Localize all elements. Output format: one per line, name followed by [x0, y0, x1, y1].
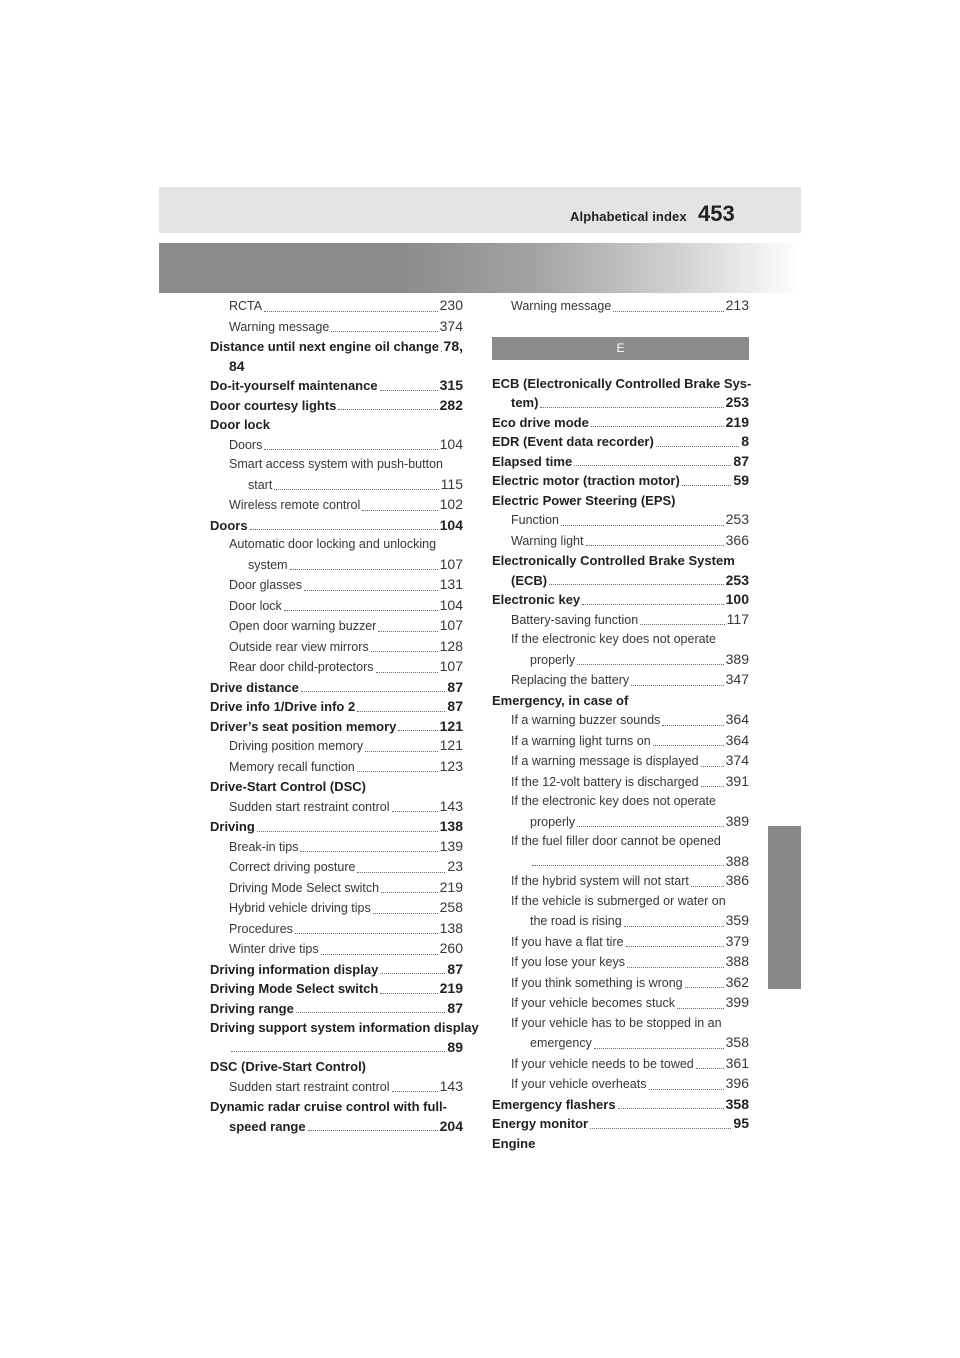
index-entry — [210, 777, 463, 797]
index-entry-text: Open door warning buzzer — [229, 619, 377, 633]
index-column-right — [492, 296, 752, 1153]
index-entry — [210, 535, 463, 555]
dot-leader — [392, 810, 438, 812]
index-entry-text: properly — [530, 814, 576, 829]
index-entry-text: Outside rear view mirrors — [229, 639, 369, 654]
dot-leader — [540, 406, 723, 408]
index-page-number: 143 — [439, 1077, 463, 1094]
index-entry-text: Driving Mode Select switch — [210, 981, 379, 996]
index-entry — [210, 878, 463, 899]
index-entry-text: Driving — [210, 819, 255, 834]
index-page-number: 102 — [439, 496, 463, 512]
index-entry-text: If a warning light turns on — [511, 733, 651, 748]
index-entry-text: Procedures — [229, 921, 293, 936]
dot-leader — [308, 1129, 438, 1131]
dot-leader — [582, 603, 723, 605]
header-gradient-band — [159, 243, 801, 293]
dot-leader — [627, 966, 724, 968]
index-entry-text: Energy monitor — [492, 1116, 589, 1131]
index-entry — [210, 1018, 479, 1038]
index-entry — [492, 792, 749, 812]
index-entry — [210, 837, 463, 858]
dot-leader — [590, 1127, 731, 1129]
index-page-number: 219 — [439, 980, 463, 996]
index-page-number: 362 — [725, 973, 749, 990]
dot-leader — [649, 1088, 724, 1090]
dot-leader — [441, 350, 442, 352]
index-entry-text: start — [248, 477, 273, 492]
dot-leader — [380, 389, 438, 391]
dot-leader — [618, 1107, 724, 1109]
index-entry — [210, 415, 463, 435]
section-letter-heading: E — [492, 337, 749, 360]
index-entry — [492, 610, 749, 631]
index-entry-text: RCTA — [229, 299, 263, 313]
index-entry-text: Battery-saving function — [511, 612, 639, 627]
dot-leader — [626, 945, 724, 947]
index-page-number: 131 — [439, 576, 463, 592]
index-entry — [492, 551, 749, 571]
index-page-number: 139 — [439, 837, 463, 854]
dot-leader — [264, 310, 438, 312]
dot-leader — [274, 488, 438, 490]
index-entry — [210, 396, 463, 416]
index-entry — [210, 857, 463, 878]
dot-leader — [696, 1067, 724, 1069]
index-entry-text: Driving range — [210, 1000, 294, 1016]
dot-leader — [701, 765, 724, 767]
index-page-number: 23 — [447, 858, 463, 874]
index-entry-continuation — [492, 1033, 749, 1054]
index-page-number: 389 — [725, 650, 749, 667]
dot-leader — [574, 464, 731, 466]
index-entry-text: If the vehicle is submerged or water on — [511, 893, 726, 908]
index-entry-text: Warning message — [511, 299, 612, 313]
index-entry — [210, 616, 463, 637]
index-entry — [492, 531, 749, 552]
index-entry — [492, 772, 749, 793]
index-entry — [210, 1077, 463, 1098]
index-entry-text: Warning light — [511, 533, 584, 548]
index-entry-text: Driving Mode Select switch — [229, 880, 380, 895]
index-entry-text: DSC (Drive-Start Control) — [210, 1059, 367, 1074]
index-page-number: 107 — [439, 617, 463, 633]
index-page-number: 87 — [447, 678, 463, 695]
index-entry-text: Eco drive mode — [492, 414, 589, 430]
index-entry-text: Automatic door locking and unlocking — [229, 537, 437, 551]
index-page-number: 87 — [733, 452, 749, 469]
index-entry — [210, 919, 463, 940]
dot-leader — [577, 663, 723, 665]
dot-leader — [376, 671, 438, 673]
index-entry-text: Driving information display — [210, 961, 379, 977]
index-page-number: 396 — [725, 1075, 749, 1091]
index-page-number: 359 — [725, 912, 749, 928]
index-entry-text: Engine — [492, 1135, 536, 1151]
index-page-number: 204 — [439, 1117, 463, 1134]
index-page-number: 219 — [439, 878, 463, 895]
index-page-number: 366 — [725, 531, 749, 548]
index-page-number: 107 — [439, 658, 463, 674]
index-entry — [492, 932, 749, 953]
index-entry — [210, 495, 463, 516]
dot-leader — [250, 528, 438, 530]
index-entry-text: Distance until next engine oil change — [210, 339, 439, 354]
index-page-number: 89 — [447, 1038, 463, 1055]
index-page-number: 121 — [439, 737, 463, 753]
index-entry-text: the road is rising — [530, 914, 622, 928]
page-number: 453 — [698, 201, 735, 226]
dot-leader — [677, 1007, 724, 1009]
index-page-number: 389 — [725, 812, 749, 829]
dot-leader — [631, 684, 724, 686]
dot-leader — [398, 729, 437, 731]
index-entry — [210, 757, 463, 778]
index-entry-text: If you think something is wrong — [511, 975, 683, 990]
dot-leader — [264, 448, 437, 450]
index-page-number: 364 — [725, 731, 749, 748]
index-entry-text: emergency — [530, 1036, 592, 1050]
index-page-number: 358 — [725, 1095, 749, 1112]
index-entry — [492, 993, 749, 1014]
index-page-number: 253 — [725, 394, 749, 410]
index-page-number: 84 — [229, 357, 245, 374]
index-entry-text: If a warning buzzer sounds — [511, 713, 661, 727]
index-entry-text: Electronic key — [492, 592, 581, 607]
index-page-number: 315 — [439, 377, 463, 393]
index-entry-continuation — [492, 911, 749, 932]
index-entry — [492, 691, 749, 711]
index-page-number: 213 — [725, 297, 749, 313]
index-entry-text: If your vehicle needs to be towed — [511, 1056, 694, 1071]
index-page-number: 258 — [439, 899, 463, 915]
dot-leader — [586, 544, 724, 546]
index-page-number: 230 — [439, 297, 463, 313]
index-entry-text: Drive info 1/Drive info 2 — [210, 699, 356, 714]
dot-leader — [561, 524, 724, 526]
index-page-number: 78, — [443, 338, 463, 354]
index-entry-text: If the electronic key does not operate — [511, 632, 716, 646]
index-entry-text: EDR (Event data recorder) — [492, 434, 654, 449]
dot-leader — [577, 825, 723, 827]
index-entry-continuation — [210, 475, 463, 496]
index-entry — [492, 751, 749, 772]
index-entry — [492, 871, 749, 892]
dot-leader — [691, 885, 724, 887]
index-entry-continuation — [492, 393, 749, 413]
index-page-number: 253 — [725, 571, 749, 588]
index-entry-text: Warning message — [229, 319, 330, 334]
dot-leader — [549, 583, 724, 585]
dot-leader — [381, 891, 438, 893]
dot-leader — [357, 710, 445, 712]
index-entry — [210, 455, 463, 475]
index-entry-continuation — [492, 650, 749, 671]
index-entry — [492, 471, 749, 491]
index-entry-text: If the electronic key does not operate — [511, 794, 716, 808]
index-page-number: 59 — [733, 472, 749, 488]
index-entry — [492, 670, 749, 691]
dot-leader — [290, 568, 438, 570]
index-entry-text: Correct driving posture — [229, 860, 356, 874]
dot-leader — [380, 972, 445, 974]
index-page-number: 388 — [725, 852, 749, 869]
index-page-number: 138 — [439, 818, 463, 834]
index-entry-text: Doors — [210, 517, 248, 533]
index-entry — [492, 413, 749, 433]
index-entry — [210, 979, 463, 999]
index-entry-text: Memory recall function — [229, 759, 355, 774]
dot-leader — [378, 630, 437, 632]
index-entry — [210, 435, 463, 456]
index-entry — [492, 1134, 749, 1154]
index-entry — [492, 892, 749, 912]
index-page-number: 123 — [439, 757, 463, 774]
index-entry-text: Drive distance — [210, 679, 299, 695]
index-entry-text: Smart access system with push-button — [229, 457, 443, 471]
index-page-number: 104 — [439, 516, 463, 533]
index-entry-text: Do-it-yourself maintenance — [210, 378, 378, 393]
index-entry-text: Drive-Start Control (DSC) — [210, 779, 367, 794]
dot-leader — [656, 445, 739, 447]
index-page-number: 386 — [725, 872, 749, 888]
dot-leader — [532, 864, 724, 866]
index-entry — [210, 376, 463, 396]
index-entry — [210, 596, 463, 617]
dot-leader — [331, 330, 437, 332]
index-entry-text: properly — [530, 652, 576, 667]
index-page-number: 374 — [439, 317, 463, 334]
index-entry-text: If a warning message is displayed — [511, 754, 699, 768]
index-entry-text: Door courtesy lights — [210, 397, 337, 413]
dot-leader — [640, 623, 725, 625]
index-entry-text: Function — [511, 513, 559, 527]
index-column-left — [210, 296, 479, 1136]
index-entry-text: If the 12-volt battery is discharged — [511, 774, 699, 789]
index-entry-text: If the fuel filler door cannot be opened — [511, 834, 721, 848]
index-entry — [210, 999, 463, 1019]
index-entry — [210, 516, 463, 536]
index-entry-text: Emergency flashers — [492, 1096, 616, 1112]
index-entry-continuation — [492, 852, 749, 872]
index-entry — [492, 952, 749, 973]
index-entry-text: Break-in tips — [229, 839, 299, 854]
index-page-number: 104 — [439, 596, 463, 613]
dot-leader — [300, 850, 437, 852]
index-entry-text: Driving position memory — [229, 739, 364, 753]
index-entry-text: ECB (Electronically Controlled Brake Sys- — [492, 375, 752, 391]
dot-leader — [321, 953, 438, 955]
index-entry-text: Elapsed time — [492, 453, 573, 469]
index-entry — [210, 1057, 463, 1077]
index-entry-text: Emergency, in case of — [492, 692, 629, 708]
index-entry — [210, 697, 463, 717]
page-title: Alphabetical index — [570, 209, 687, 224]
dot-leader — [357, 770, 438, 772]
dot-leader — [701, 785, 724, 787]
index-entry-text: speed range — [229, 1118, 306, 1134]
index-entry-text: (ECB) — [511, 572, 548, 588]
index-entry-continuation — [210, 555, 463, 576]
index-entry-continuation — [210, 1038, 463, 1058]
index-entry — [210, 717, 463, 737]
index-page-number: 87 — [447, 999, 463, 1016]
index-page-number: 87 — [447, 960, 463, 977]
index-entry — [492, 510, 749, 531]
index-page-number: 260 — [439, 940, 463, 956]
index-entry — [210, 960, 463, 980]
index-entry — [210, 657, 463, 678]
index-entry — [210, 817, 463, 837]
index-entry-text: Electric Power Steering (EPS) — [492, 492, 676, 508]
index-entry — [492, 1014, 749, 1034]
index-entry-text: system — [248, 557, 288, 572]
index-entry-text: Electric motor (traction motor) — [492, 473, 680, 488]
index-page-number: 143 — [439, 797, 463, 814]
index-entry-text: Electronically Controlled Brake System — [492, 553, 735, 568]
dot-leader — [304, 589, 438, 591]
index-page-number: 347 — [725, 671, 749, 687]
index-page-number: 121 — [439, 717, 463, 734]
index-entry — [492, 1114, 749, 1134]
dot-leader — [231, 1050, 445, 1052]
index-entry — [492, 452, 749, 472]
index-entry — [492, 630, 749, 650]
dot-leader — [371, 650, 438, 652]
index-entry — [492, 710, 749, 731]
index-entry-text: If your vehicle has to be stopped in an — [511, 1015, 722, 1030]
dot-leader — [653, 744, 724, 746]
index-page-number: 364 — [725, 711, 749, 727]
dot-leader — [594, 1047, 724, 1049]
index-entry — [210, 637, 463, 658]
index-entry — [492, 491, 749, 511]
dot-leader — [362, 509, 437, 511]
index-page-number: 104 — [439, 435, 463, 452]
index-entry-text: Driver’s seat position memory — [210, 718, 397, 734]
index-entry — [210, 736, 463, 757]
index-entry — [492, 973, 749, 994]
index-entry-text: Door lock — [210, 417, 270, 432]
index-entry-text: Rear door child-protectors — [229, 660, 374, 674]
index-entry-text: Hybrid vehicle driving tips — [229, 901, 371, 915]
index-entry-text: Sudden start restraint control — [229, 1079, 390, 1094]
index-entry-text: Wireless remote control — [229, 498, 361, 512]
dot-leader — [624, 925, 724, 927]
index-entry-text: Replacing the battery — [511, 673, 630, 687]
index-entry — [210, 337, 463, 357]
index-entry — [210, 678, 463, 698]
index-entry — [210, 296, 463, 317]
index-entry — [210, 797, 463, 818]
index-page-number: 138 — [439, 919, 463, 936]
index-page-number: 361 — [725, 1054, 749, 1071]
index-entry — [492, 832, 749, 852]
dot-leader — [301, 690, 446, 692]
index-entry-text: Driving support system information display — [210, 1020, 479, 1035]
index-page-number: 253 — [725, 511, 749, 527]
index-page-number: 107 — [439, 555, 463, 572]
dot-leader — [284, 609, 438, 611]
index-entry-text: Door glasses — [229, 578, 302, 592]
index-page-number: 388 — [725, 953, 749, 969]
index-page-number: 391 — [725, 772, 749, 789]
index-entry-text: Doors — [229, 437, 263, 452]
index-entry-text: If you lose your keys — [511, 955, 625, 969]
index-entry-text: If your vehicle overheats — [511, 1077, 647, 1091]
index-page-number: 282 — [439, 396, 463, 413]
dot-leader — [357, 871, 445, 873]
index-page-number: 379 — [725, 932, 749, 949]
index-entry-text: If you have a flat tire — [511, 934, 624, 949]
index-entry — [210, 575, 463, 596]
index-entry — [492, 296, 749, 317]
dot-leader — [662, 724, 723, 726]
index-entry — [492, 1054, 749, 1075]
index-entry-continuation — [492, 812, 749, 833]
index-entry-text: tem) — [511, 395, 539, 410]
index-page-number: 8 — [741, 433, 749, 449]
index-page-number: 100 — [725, 591, 749, 607]
dot-leader — [685, 986, 724, 988]
index-entry — [210, 898, 463, 919]
index-entry — [492, 432, 749, 452]
index-entry — [492, 1095, 749, 1115]
index-page-number: 87 — [447, 698, 463, 714]
index-page-number: 115 — [440, 475, 463, 492]
index-entry-continuation — [492, 571, 749, 591]
index-entry-text: Dynamic radar cruise control with full- — [210, 1099, 447, 1114]
index-entry — [210, 939, 463, 960]
dot-leader — [682, 484, 732, 486]
index-entry-text: If the hybrid system will not start — [511, 874, 689, 888]
index-entry-text: Sudden start restraint control — [229, 799, 390, 814]
index-entry — [492, 731, 749, 752]
dot-leader — [591, 425, 724, 427]
dot-leader — [613, 310, 723, 312]
dot-leader — [392, 1090, 438, 1092]
index-page-number: 117 — [726, 610, 749, 627]
index-page-number: 374 — [725, 752, 749, 768]
index-entry-continuation — [210, 357, 463, 377]
index-page-number: 358 — [725, 1034, 749, 1050]
index-page-number: 399 — [725, 994, 749, 1010]
index-page-number: 95 — [733, 1115, 749, 1131]
index-page-number: 128 — [439, 637, 463, 654]
index-entry — [492, 1074, 749, 1095]
index-entry-text: If your vehicle becomes stuck — [511, 996, 675, 1010]
dot-leader — [380, 992, 437, 994]
index-entry-text: Winter drive tips — [229, 942, 319, 956]
index-entry — [210, 1097, 463, 1117]
index-entry-text: Door lock — [229, 598, 282, 613]
dot-leader — [338, 408, 437, 410]
index-entry — [492, 590, 749, 610]
index-page-number: 219 — [725, 413, 749, 430]
dot-leader — [296, 1011, 446, 1013]
dot-leader — [257, 830, 438, 832]
index-entry-continuation — [210, 1117, 463, 1137]
dot-leader — [373, 912, 438, 914]
dot-leader — [295, 932, 438, 934]
section-thumb-tab — [768, 826, 801, 989]
dot-leader — [365, 750, 438, 752]
index-entry — [210, 317, 463, 338]
index-entry — [492, 374, 752, 394]
